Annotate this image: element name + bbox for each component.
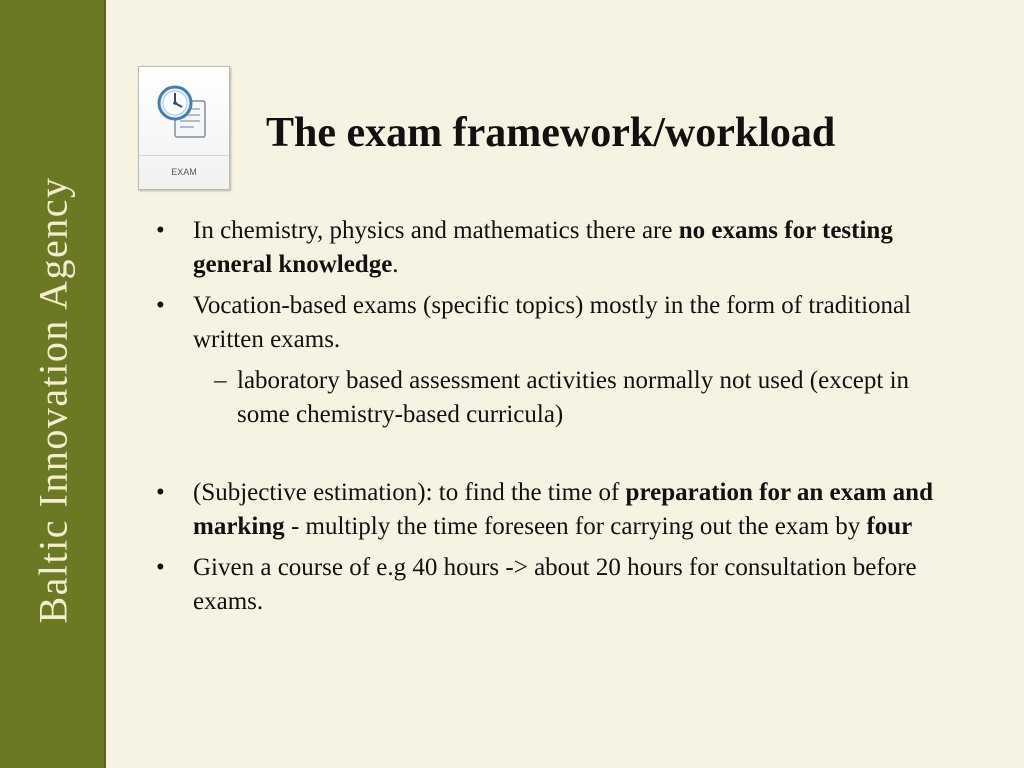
sidebar-band — [0, 0, 106, 768]
bullet-emphasis: four — [866, 513, 913, 540]
bullet-text: - multiply the time foreseen for carrying out the exam by — [284, 513, 867, 540]
bullet-marker: • — [156, 292, 165, 319]
sub-bullet-item — [150, 364, 960, 432]
icon-divider — [139, 155, 229, 156]
bullet-marker: • — [156, 554, 165, 581]
slide-title: The exam framework/workload — [266, 110, 836, 156]
bullet-emphasis: preparation for an exam and marking — [193, 479, 933, 540]
bullet-text: Vocation-based exams (specific topics) mostly in the form of traditional written exams. — [193, 292, 912, 353]
bullet-item — [150, 214, 960, 282]
bullet-emphasis: no exams for testing general knowledge — [193, 217, 893, 278]
bullet-item — [150, 476, 960, 544]
exam-icon-label: EXAM — [171, 167, 197, 177]
sidebar-brand-text: Baltic Innovation Agency — [30, 176, 76, 624]
bullet-text: (Subjective estimation): to find the time of — [193, 479, 626, 506]
exam-icon — [138, 66, 230, 190]
bullet-list — [150, 214, 960, 626]
clock-document-icon — [153, 81, 217, 145]
bullet-text: laboratory based assessment activities normally not used (except in some chemistry-based curricula) — [237, 367, 910, 428]
bullet-marker: • — [156, 479, 165, 506]
bullet-marker: • — [156, 217, 165, 244]
bullet-item — [150, 289, 960, 357]
bullet-text: . — [392, 251, 399, 278]
bullet-text: Given a course of e.g 40 hours -> about 20 hours for consultation before exams. — [193, 554, 917, 615]
bullet-text: In chemistry, physics and mathematics there are — [193, 217, 679, 244]
bullet-item — [150, 551, 960, 619]
dash-marker: – — [214, 367, 227, 394]
spacer — [150, 439, 960, 476]
